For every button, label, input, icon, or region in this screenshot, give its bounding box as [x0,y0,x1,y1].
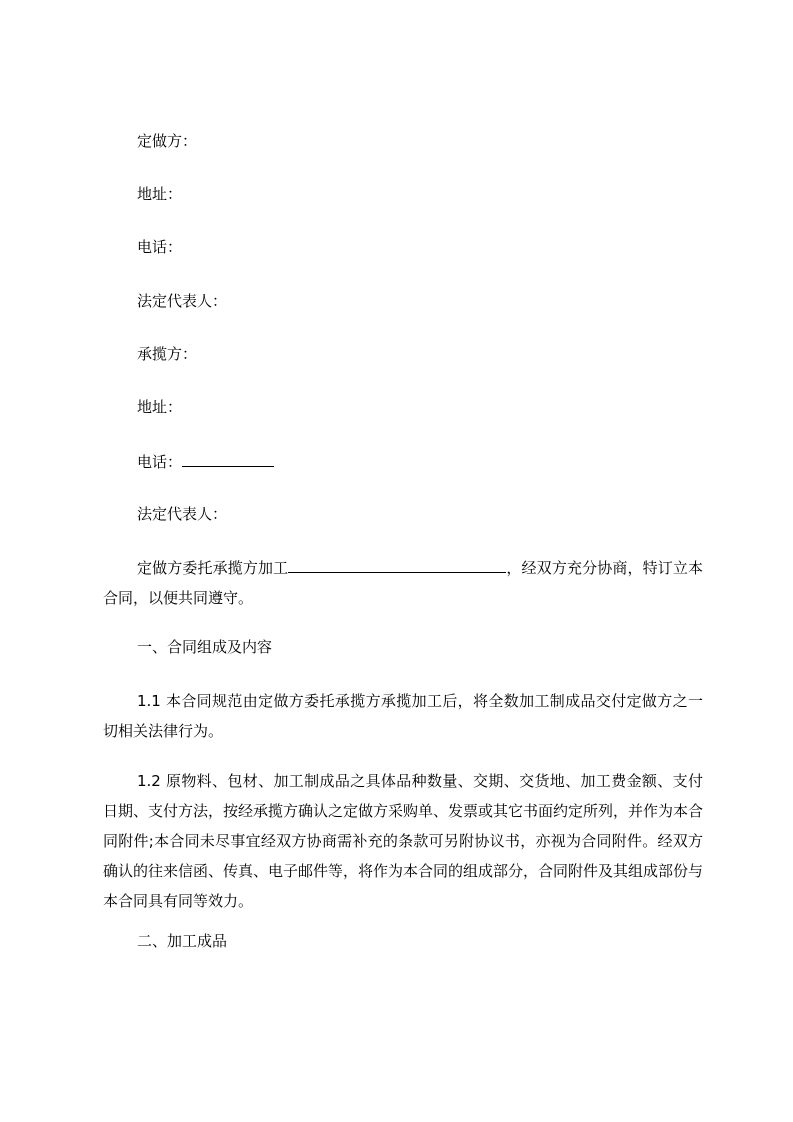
product-blank-line [288,557,506,573]
preamble-part1: 定做方委托承揽方加工 [137,559,289,577]
clause-1-2: 1.2 原物料、包材、加工制成品之具体品种数量、交期、交货地、加工费金额、支付日期、支付方法，按经承揽方确认之定做方采购单、发票或其它书面约定所列，并作为本合同附件;本合同未尽事宜经双方协商需补充的条款可另附协议书，亦视为合同附件。经双方确认的往来信函、传真、电子邮件等，将作为本合同的组成部分，合同附件及其组成部份与本合同具有同等效力。 [103,772,704,910]
client-rep-label: 法定代表人： [137,292,228,310]
preamble-part2: ，经双方充分协商，特订立本合同，以便共同遵守。 [103,559,703,607]
client-phone-label: 电话： [137,238,183,256]
contractor-address-label: 地址： [137,398,183,416]
contractor-phone-label: 电话： [137,453,183,471]
contractor-phone-line [137,451,274,472]
clause-1-1: 1.1 本合同规范由定做方委托承揽方承揽加工后，将全数加工制成品交付定做方之一切相关法律行为。 [103,692,703,740]
contractor-rep-label: 法定代表人： [137,505,228,523]
section2-heading: 二、加工成品 [137,932,228,950]
preamble-paragraph [103,553,703,613]
phone-blank-line [182,451,274,467]
client-label: 定做方： [137,132,198,150]
contractor-label: 承揽方： [137,345,198,363]
client-address-label: 地址： [137,185,183,203]
section1-heading: 一、合同组成及内容 [137,638,273,656]
